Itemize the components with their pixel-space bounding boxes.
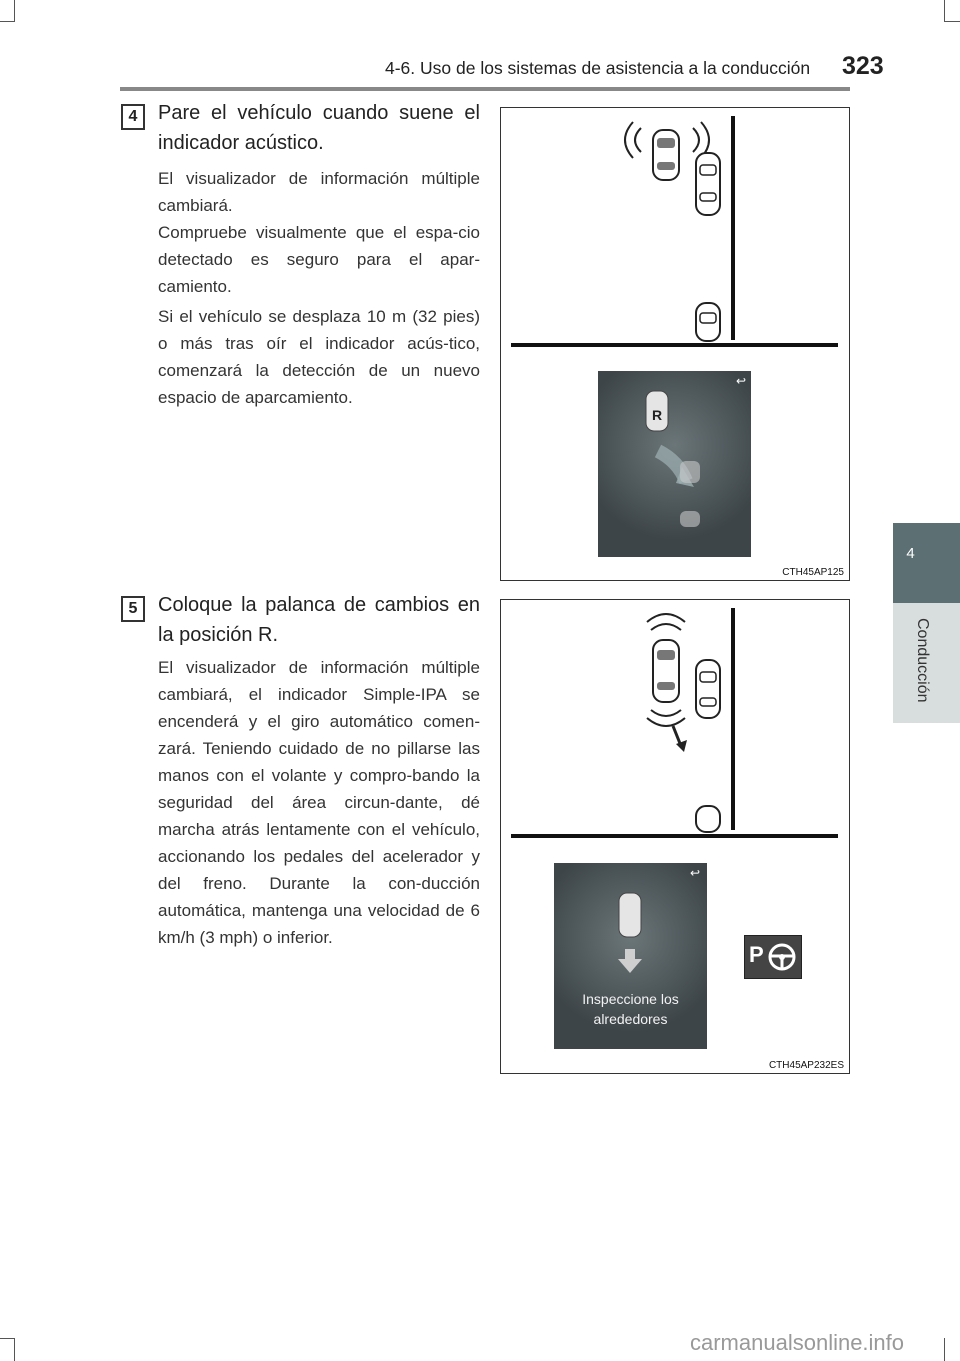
simple-ipa-indicator-icon	[744, 935, 802, 979]
crop-mark	[944, 1338, 945, 1361]
step-paragraph: El visualizador de información múltiple cambiará, el indicador Simple-IPA se encenderá y el giro automático comen-zará. Teniendo cuidado de no pillarse las manos con el volante y compro-bando la seguridad del área circun-dante, dé marcha atrás lentamente con el vehículo, accionando los pedales del acelerador y del freno. Durante la con-ducción automática, mantenga una velocidad de 6 km/h (3 mph) o inferior.	[158, 658, 480, 947]
step-title: Pare el vehículo cuando suene el indicador acústico.	[158, 102, 480, 154]
chapter-number: 4	[906, 545, 915, 562]
crop-mark	[0, 1338, 14, 1339]
screen-message: Inspeccione los alrededores	[582, 991, 679, 1027]
figure-code: CTH45AP125	[782, 567, 844, 578]
chapter-name: Conducción	[914, 618, 931, 703]
crop-mark	[0, 21, 14, 22]
step-paragraph: El visualizador de información múltiple cambiará. Compruebe visualmente que el espa-cio detectado es seguro para el apar-camiento.	[158, 169, 480, 296]
parked-car-icon	[696, 806, 720, 832]
svg-text:↩: ↩	[690, 866, 701, 880]
page-number: 323	[842, 52, 884, 80]
parked-car-icon	[696, 153, 720, 215]
crop-mark	[944, 0, 945, 22]
header-rule	[120, 87, 850, 91]
multi-info-display	[598, 371, 751, 557]
figure-code: CTH45AP232ES	[768, 1060, 844, 1071]
own-car-icon	[653, 130, 679, 180]
step-paragraph: Si el vehículo se desplaza 10 m (32 pies) o más tras oír el indicador acús-tico, comenzará la detección de un nuevo espacio de aparcamiento.	[158, 307, 480, 407]
crop-mark	[14, 1338, 15, 1361]
chapter-tab	[893, 523, 960, 603]
parking-diagram-figure	[500, 599, 850, 1074]
parked-car-icon	[696, 303, 720, 341]
crop-mark	[14, 0, 15, 22]
parked-car-icon	[696, 660, 720, 718]
indicator-letter: P	[749, 942, 764, 967]
own-car-icon	[653, 640, 679, 702]
parking-diagram-figure	[500, 107, 850, 581]
step-number-badge: 5	[121, 596, 145, 622]
svg-text:↩: ↩	[736, 374, 747, 388]
watermark: carmanualsonline.info	[690, 1330, 905, 1355]
gear-indicator: R	[651, 407, 663, 423]
step-number-badge: 4	[121, 104, 145, 130]
crop-mark	[945, 21, 960, 22]
step-title: Coloque la palanca de cambios en la posición R.	[158, 594, 480, 646]
multi-info-display	[554, 863, 707, 1049]
section-title: 4-6. Uso de los sistemas de asistencia a la conducción	[385, 58, 811, 78]
